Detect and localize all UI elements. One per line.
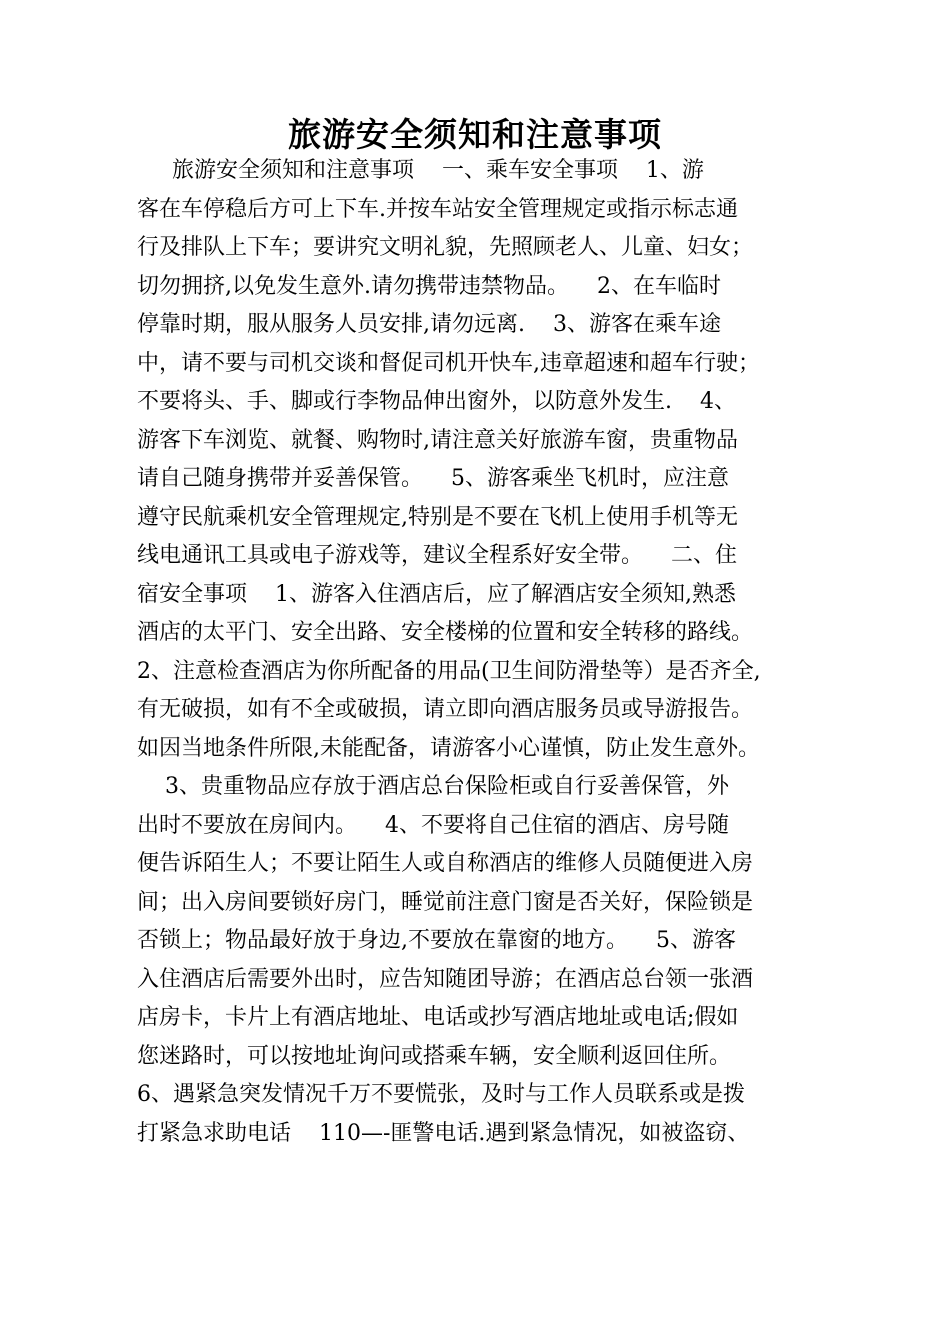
body-line: 有无破损，如有不全或破损，请立即向酒店服务员或导游报告。: [137, 697, 754, 722]
body-line: 打紧急求助电话 110—-匪警电话.遇到紧急情况，如被盗窃、: [137, 1120, 750, 1146]
body-line: 客在车停稳后方可上下车.并按车站安全管理规定或指示标志通: [137, 196, 738, 222]
body-line: 线电通讯工具或电子游戏等，建议全程系好安全带。 二、住: [137, 543, 737, 568]
body-line: 间；出入房间要锁好房门，睡觉前注意门窗是否关好，保险锁是: [137, 889, 754, 915]
body-line: 中，请不要与司机交谈和督促司机开快车,违章超速和超车行驶；: [137, 350, 760, 376]
body-line: 2、注意检查酒店为你所配备的用品(卫生间防滑垫等）是否齐全,: [137, 658, 761, 684]
body-line: 遵守民航乘机安全管理规定,特别是不要在飞机上使用手机等无: [137, 504, 738, 530]
document-body: [137, 152, 827, 1153]
body-line: 旅游安全须知和注意事项 一、乘车安全事项 1、游: [137, 158, 704, 183]
body-line: 停靠时期，服从服务人员安排,请勿远离. 3、游客在乘车途: [137, 312, 721, 337]
body-line: 不要将头、手、脚或行李物品伸出窗外，以防意外发生. 4、: [137, 389, 736, 414]
body-line: 酒店的太平门、安全出路、安全楼梯的位置和安全转移的路线。: [137, 620, 754, 645]
body-line: 行及排队上下车；要讲究文明礼貌，先照顾老人、儿童、妇女；: [137, 235, 754, 260]
body-line: 便告诉陌生人；不要让陌生人或自称酒店的维修人员随便进入房: [137, 851, 754, 876]
body-line: 店房卡，卡片上有酒店地址、电话或抄写酒店地址或电话;假如: [137, 1005, 739, 1030]
body-line: 3、贵重物品应存放于酒店总台保险柜或自行妥善保管，外: [137, 774, 729, 799]
body-line: 6、遇紧急突发情况千万不要慌张，及时与工作人员联系或是拨: [137, 1082, 745, 1107]
body-line: 如因当地条件所限,未能配备，请游客小心谨慎，防止发生意外。: [137, 735, 760, 761]
body-line: 请自己随身携带并妥善保管。 5、游客乘坐飞机时，应注意: [137, 466, 729, 491]
body-line: 否锁上；物品最好放于身边,不要放在靠窗的地方。 5、游客: [137, 928, 736, 953]
body-line: 切勿拥挤,以免发生意外.请勿携带违禁物品。 2、在车临时: [137, 273, 721, 299]
body-line: 游客下车浏览、就餐、购物时,请注意关好旅游车窗，贵重物品: [137, 427, 738, 453]
body-line: 您迷路时，可以按地址询问或搭乘车辆，安全顺利返回住所。: [137, 1043, 732, 1069]
body-line: 入住酒店后需要外出时，应告知随团导游；在酒店总台领一张酒: [137, 966, 754, 992]
document-title: 旅游安全须知和注意事项: [288, 115, 662, 154]
body-line: 宿安全事项 1、游客入住酒店后，应了解酒店安全须知,熟悉: [137, 581, 736, 607]
body-line: 出时不要放在房间内。 4、不要将自己住宿的酒店、房号随: [137, 812, 729, 838]
